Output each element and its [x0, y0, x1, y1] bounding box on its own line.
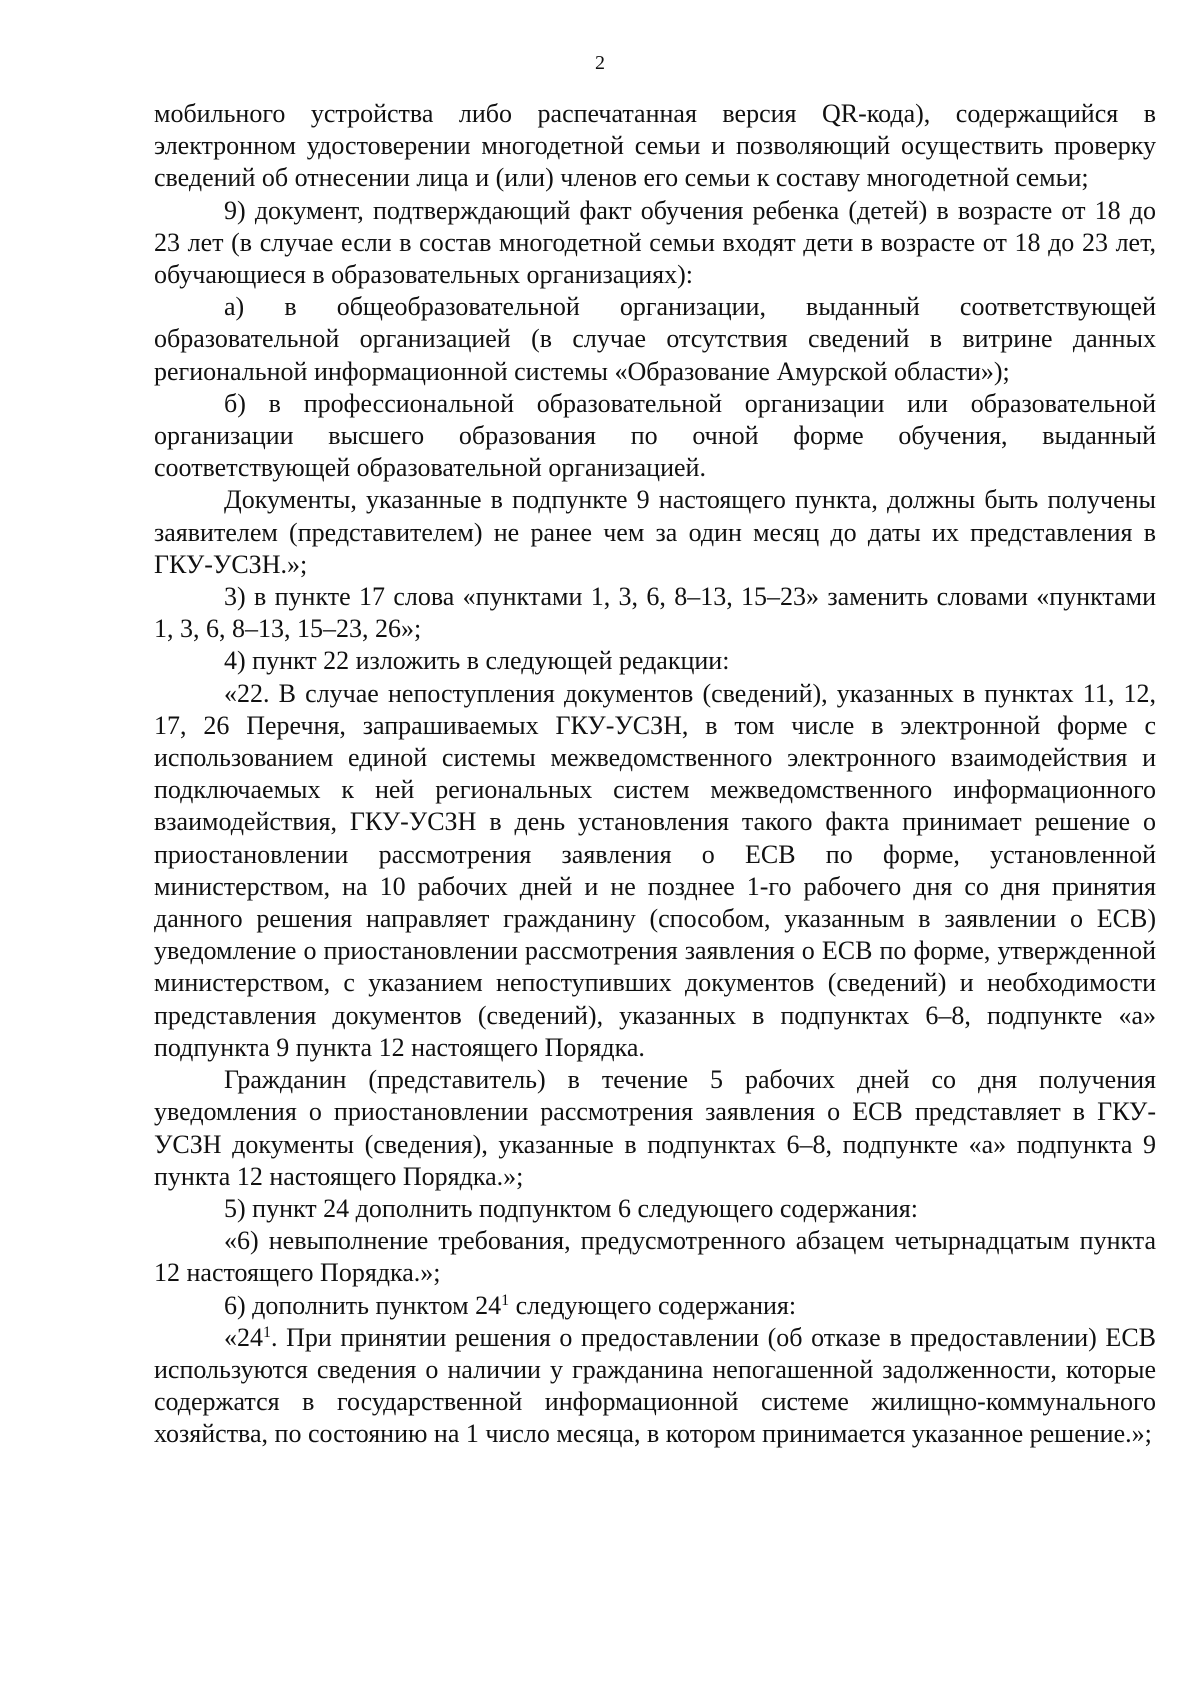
page-number: 2	[595, 52, 605, 74]
paragraph-item-9a: а) в общеобразовательной организации, выданный соответствующей образовательной организацией (в случае отсутствия сведений в витрине данных региональной информационной системы «Образование Амурской области»);	[154, 292, 1156, 386]
superscript: 1	[263, 1323, 271, 1341]
paragraph-item-9b: б) в профессиональной образовательной организации или образовательной организации высшего образования по очной форме обучения, выданный соответствующей образовательной организацией.	[154, 388, 1156, 483]
paragraph-amendment-5: 5) пункт 24 дополнить подпунктом 6 следующего содержания:	[224, 1193, 918, 1223]
paragraph-amendment-4: 4) пункт 22 изложить в следующей редакции:	[224, 646, 730, 676]
paragraph-point-22: «22. В случае непоступления документов (сведений), указанных в пунктах 11, 12, 17, 26 Перечня, запрашиваемых ГКУ-УСЗН, в том числе в электронной форме с использованием единой системы межведомственного электронного взаимодействия и подключаемых к ней региональных систем межведомственного информационного взаимодействия, ГКУ-УСЗН в день установления такого факта принимает решение о приостановлении рассмотрения заявления о ЕСВ по форме, установленной министерством, на 10 рабочих дней и не позднее 1-го рабочего дня со дня принятия данного решения направляет гражданину (способом, указанным в заявлении о ЕСВ) уведомление о приостановлении рассмотрения заявления о ЕСВ по форме, утвержденной министерством, с указанием непоступивших документов (сведений) и необходимости представления документов (сведений), указанных в подпунктах 6–8, подпункте «а» подпункта 9 пункта 12 настоящего Порядка.	[154, 678, 1156, 1062]
paragraph-qr-code: мобильного устройства либо распечатанная версия QR-кода), содержащийся в электронном удостоверении многодетной семьи и позволяющий осуществить проверку сведений об отнесении лица и (или) членов его семьи к составу многодетной семьи;	[154, 99, 1156, 193]
paragraph-documents-note: Документы, указанные в подпункте 9 настоящего пункта, должны быть получены заявителем (представителем) не ранее чем за один месяц до даты их представления в ГКУ-УСЗН.»;	[154, 485, 1156, 579]
point-24-1-text-after: . При принятии решения о предоставлении (об отказе в предоставлении) ЕСВ используются сведения о наличии у гражданина непогашенной задолженности, которые содержатся в государственной информационной системе жилищно-коммунального хозяйства, по состоянию на 1 число месяца, в котором принимается указанное решение.»;	[154, 1322, 1156, 1449]
point-24-1-text-before: «24	[224, 1322, 263, 1352]
paragraph-citizen-response: Гражданин (представитель) в течение 5 рабочих дней со дня получения уведомления о приостановлении рассмотрения заявления о ЕСВ представляет в ГКУ-УСЗН документы (сведения), указанные в подпунктах 6–8, подпункте «а» подпункта 9 пункта 12 настоящего Порядка.»;	[154, 1065, 1156, 1191]
paragraph-subpoint-6: «6) невыполнение требования, предусмотренного абзацем четырнадцатым пункта 12 настоящего Порядка.»;	[154, 1226, 1156, 1288]
paragraph-point-24-1	[154, 1322, 1156, 1451]
paragraph-amendment-6	[154, 1290, 1156, 1322]
amendment-6-text-before: 6) дополнить пунктом 24	[224, 1290, 502, 1320]
amendment-6-text-after: следующего содержания:	[509, 1290, 797, 1320]
paragraph-item-9: 9) документ, подтверждающий факт обучения ребенка (детей) в возрасте от 18 до 23 лет (в случае если в состав многодетной семьи входят дети в возрасте от 18 до 23 лет, обучающиеся в образовательных организациях):	[154, 195, 1156, 290]
superscript: 1	[501, 1291, 510, 1309]
paragraph-amendment-3: 3) в пункте 17 слова «пунктами 1, 3, 6, 8–13, 15–23» заменить словами «пунктами 1, 3, 6, 8–13, 15–23, 26»;	[154, 582, 1156, 644]
document-body	[154, 98, 1156, 1451]
